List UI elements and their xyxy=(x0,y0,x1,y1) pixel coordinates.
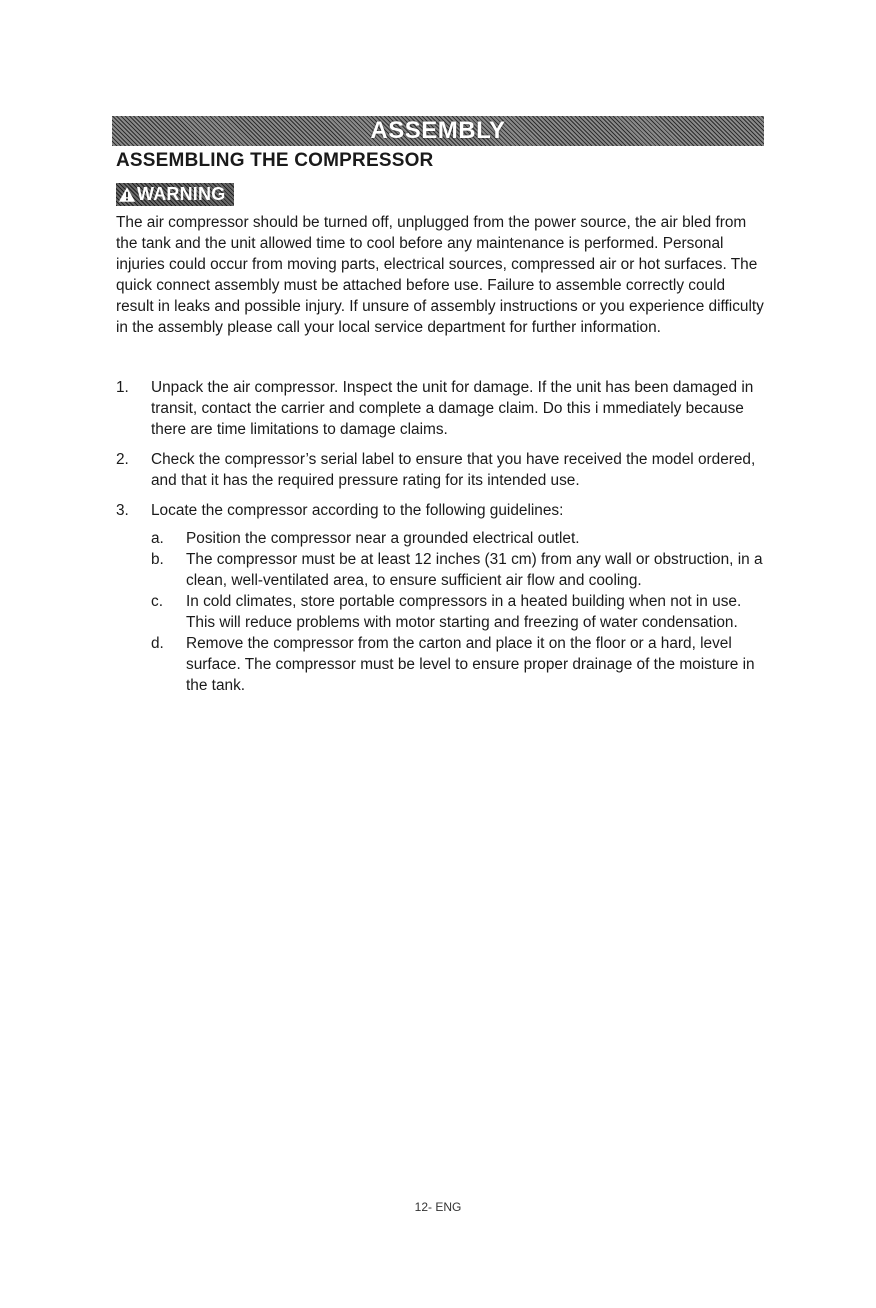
step-item xyxy=(116,449,766,491)
step-text: Check the compressor’s serial label to ensure that you have received the model ordered, and that it has the required pressure rating for its intended use. xyxy=(151,451,756,489)
assembly-steps xyxy=(116,377,766,705)
warning-text: The air compressor should be turned off, unplugged from the power source, the air bled from the tank and the unit allowed time to cool before any maintenance is performed. Personal injuries could occur from moving parts, electrical sources, compressed air or hot surfaces. The quick connect assembly must be attached before use. Failure to assemble correctly could result in leaks and possible injury. If unsure of assembly instructions or you experience difficulty in the assembly please call your local service department for further information. xyxy=(116,214,764,336)
warning-triangle-icon xyxy=(118,186,136,203)
step-item xyxy=(116,377,766,440)
guideline-text: Position the compressor near a grounded electrical outlet. xyxy=(186,530,580,547)
guideline-text: In cold climates, store portable compressors in a heated building when not in use. This will reduce problems with motor starting and freezing of water condensation. xyxy=(186,593,742,631)
guideline-item xyxy=(151,633,766,696)
step-number: 2. xyxy=(116,451,129,468)
guideline-item xyxy=(151,528,766,549)
guideline-letter: c. xyxy=(151,593,163,610)
step-number: 1. xyxy=(116,379,129,396)
guideline-letter: a. xyxy=(151,530,164,547)
warning-label-box xyxy=(116,183,234,206)
guideline-text: Remove the compressor from the carton and place it on the floor or a hard, level surface. The compressor must be level to ensure proper drainage of the moisture in the tank. xyxy=(186,635,755,694)
step-item xyxy=(116,500,766,696)
guideline-item xyxy=(151,591,766,633)
guideline-list xyxy=(151,528,766,696)
step-text: Unpack the air compressor. Inspect the unit for damage. If the unit has been damaged in transit, contact the carrier and complete a damage claim. Do this i mmediately because there are time limitations to damage claims. xyxy=(151,379,754,438)
section-title: ASSEMBLING THE COMPRESSOR xyxy=(116,150,434,171)
page-number: 12- ENG xyxy=(414,1200,462,1214)
step-text: Locate the compressor according to the following guidelines: xyxy=(151,502,564,519)
section-banner xyxy=(112,116,764,146)
warning-label: WARNING xyxy=(137,184,226,204)
guideline-item xyxy=(151,549,766,591)
step-number: 3. xyxy=(116,502,129,519)
guideline-letter: d. xyxy=(151,635,164,652)
banner-title: ASSEMBLY xyxy=(370,117,506,144)
guideline-text: The compressor must be at least 12 inches (31 cm) from any wall or obstruction, in a clean, well-ventilated area, to ensure sufficient air flow and cooling. xyxy=(186,551,763,589)
guideline-letter: b. xyxy=(151,551,164,568)
